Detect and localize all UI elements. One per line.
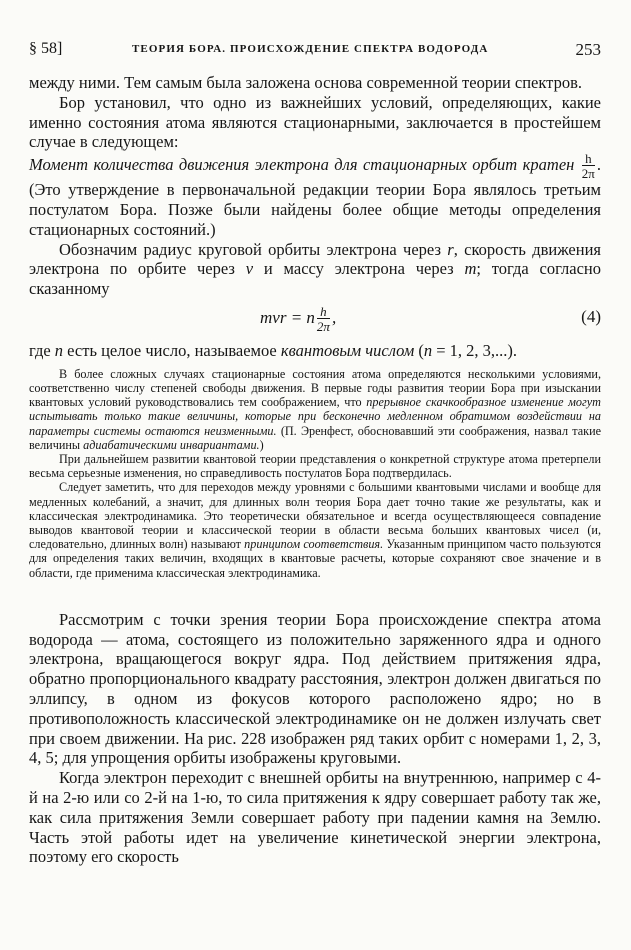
paragraph-electron-transition: Когда электрон переходит с внешней орбиты на внутреннюю, например с 4-й на 2-ю или со 2-й на 1-ю, то сила притяжения к ядру совершает работу так же, как сила притяжения Земли совершает работу при падении камня на Землю. Часть этой работы идет на увеличение кинетической энергии электрона, поэтому его скорость: [29, 768, 601, 867]
text-span: , скорость движения электрона по орбите через: [29, 239, 601, 279]
fraction-numerator: h: [320, 303, 327, 319]
paragraph-notation: [29, 240, 601, 299]
paragraph-postulate: [29, 152, 601, 239]
text-span: ): [259, 437, 264, 452]
text-span: (П. Эренфест, обосновавший эти соображения, назвал такие величины: [29, 423, 601, 452]
note-postulates-confirmed: При дальнейшем развитии квантовой теории представления о конкретной структуре атома претерпели весьма серьезные изменения, но справедливость постулатов Бора подтвердилась.: [29, 451, 601, 481]
equation-4: [29, 299, 601, 341]
text-span: (: [414, 340, 424, 360]
paragraph-bohr-condition: Бор установил, что одно из важнейших условий, определяющих, какие именно состояния атома являются стационарными, заключается в простейшем случае в следующем:: [29, 92, 601, 152]
fraction-denominator: 2π: [316, 318, 330, 334]
equation-expression: [260, 305, 336, 333]
text-span: Следует заметить, что для переходов между уровнями с большими квантовыми числами и вообще для медленных колебаний, а значит, для длинных волн теория Бора дает точно такие же результаты, как и классическая электродинамика. Это теоретически обязательное и всегда осуществляющееся совпадение выводов квантовой теории и классической теории в области весьма больших квантовых чисел (и, следовательно, длинных волн) называют: [29, 480, 601, 552]
note-correspondence-principle: [29, 480, 601, 579]
postulate-note: . (Это утверждение в первоначальной редакции теории Бора являлось третьим постулатом Бора. Позже были найдены более общие методы определения стационарных состояний.): [29, 154, 601, 239]
equation-comma: ,: [331, 307, 337, 327]
var-m: m: [464, 259, 477, 279]
equation-fraction: [317, 305, 330, 333]
var-r: r: [447, 239, 454, 259]
var-n: n: [54, 340, 64, 360]
text-span: Обозначим радиус круговой орбиты электрона через: [59, 239, 448, 259]
running-title: ТЕОРИЯ БОРА. ПРОИСХОЖДЕНИЕ СПЕКТРА ВОДОРОДА: [132, 43, 489, 55]
paragraph-hydrogen-spectrum: Рассмотрим с точки зрения теории Бора происхождение спектра атома водорода — атома, состоящего из положительно заряженного ядра и одного электрона, вращающегося вокруг ядра. Под действием притяжения ядра, обратно пропорционального квадрату расстояния, электрон должен двигаться по эллипсу, в одном из фокусов которого расположено ядро; но в противоположность классической электродинамике он не должен излучать свет при своем движении. На рис. 228 изображен ряд таких орбит с номерами 1, 2, 3, 4, 5; для упрощения орбиты изображены круговыми.: [29, 609, 601, 768]
fraction-denominator: 2π: [581, 166, 595, 182]
paragraph-continuation: между ними. Тем самым была заложена основа современной теории спектров.: [29, 73, 582, 92]
equation-lhs: mvr = n: [260, 307, 315, 327]
term-quantum-number: квантовым числом: [280, 340, 415, 360]
equation-number: (4): [581, 306, 601, 326]
text-span: ; тогда согласно сказанному: [29, 259, 601, 299]
fraction-numerator: h: [585, 151, 592, 167]
var-n: n: [423, 340, 433, 360]
paragraph-quantum-number: [29, 341, 601, 361]
page-body: [29, 73, 601, 867]
section-number: § 58]: [29, 40, 63, 57]
page-header: [29, 40, 601, 60]
postulate-statement: Момент количества движения электрона для стационарных орбит кратен: [29, 154, 575, 174]
text-span: В более сложных случаях стационарные состояния атома определяются несколькими условиями, соответственно числу степеней свободы движения. В первые годы развития теории Бора при изыскании квантовых условий руководствовались тем соображением, что: [29, 366, 601, 410]
text-span: есть целое число, называемое: [63, 340, 281, 360]
note-complex-cases: [29, 367, 601, 452]
text-span: = 1, 2, 3,...).: [432, 340, 518, 360]
fraction-h-over-2pi: [582, 152, 595, 180]
italic-statement: прерывное скачкообразное изменение могут испытывать только такие величины, которые при бесконечно медленном обратимом воздействии на параметры системы остаются неизменными.: [29, 395, 601, 438]
text-span: Указанным принципом часто пользуются для определения таких величин, входящих в квантовые расчеты, которые сохраняют свое значение и в области, где применима классическая электродинамика.: [29, 537, 602, 580]
text-span: где: [29, 340, 55, 360]
term-correspondence-principle: принципом соответствия.: [244, 537, 384, 552]
text-span: и массу электрона через: [253, 259, 465, 279]
term-adiabatic-invariants: адиабатическими инвариантами.: [83, 437, 260, 452]
var-v: v: [245, 259, 254, 279]
page-number: 253: [575, 40, 601, 59]
